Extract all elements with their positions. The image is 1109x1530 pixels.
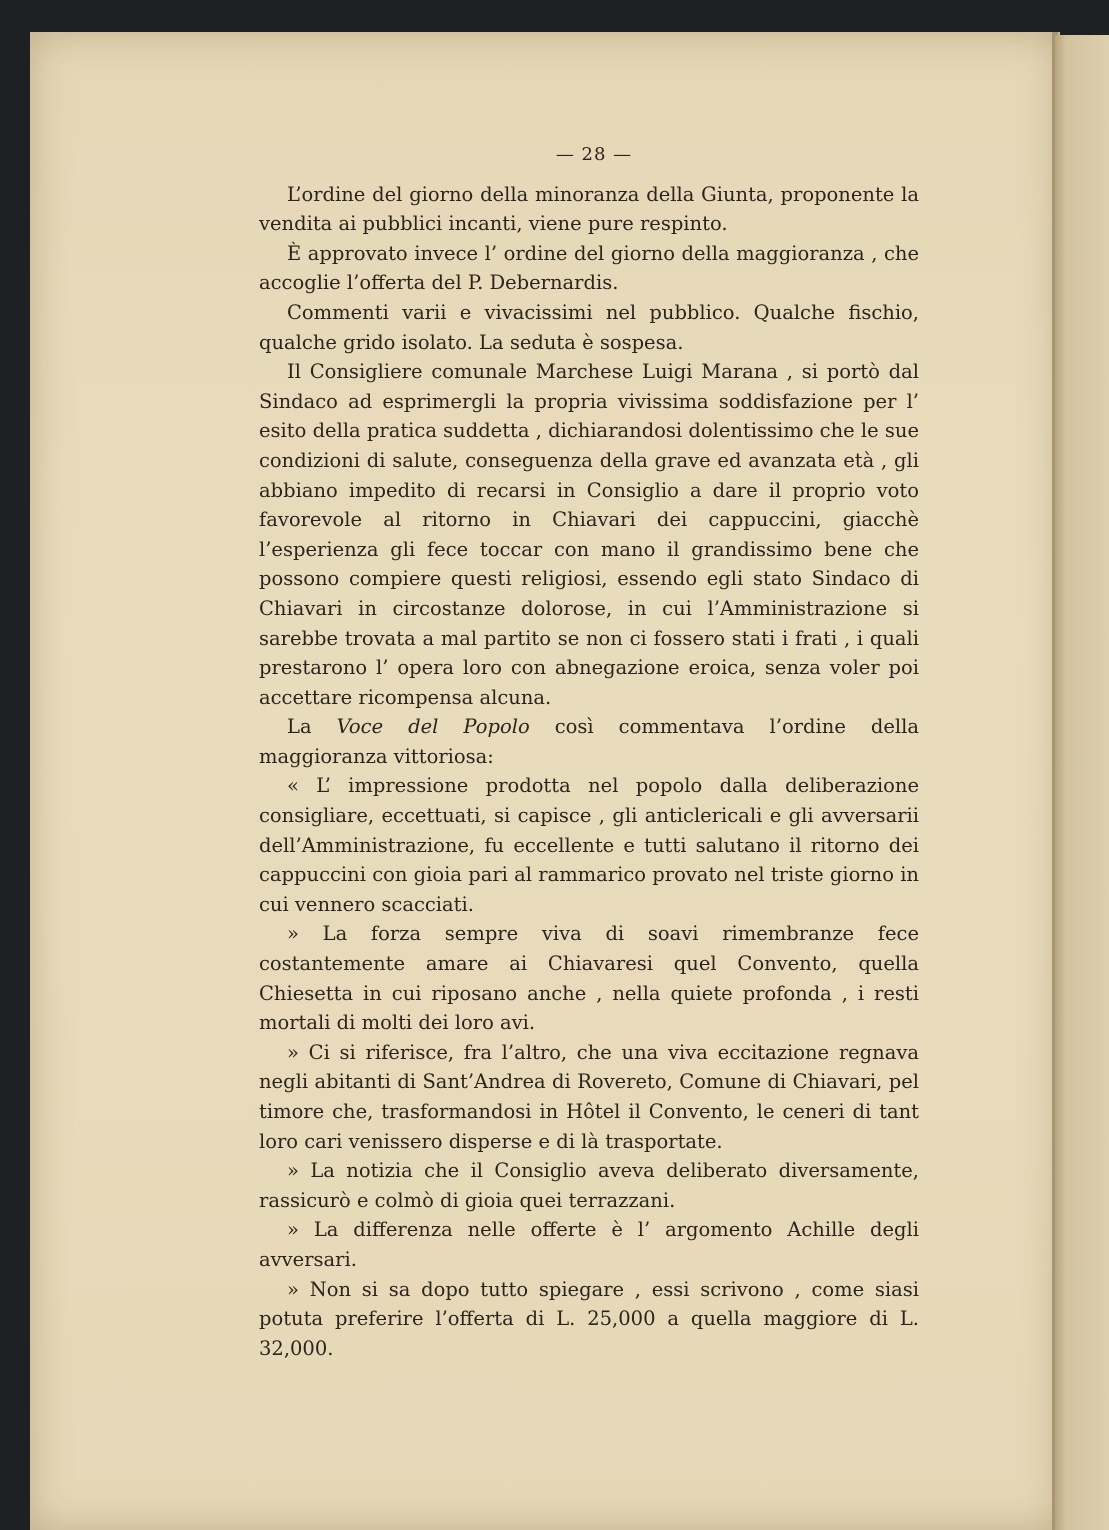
facing-page-edge bbox=[1055, 35, 1109, 1530]
paragraph-1: L’ordine del giorno della minoranza della Giunta, proponente la vendita ai pubblici incanti, viene pure respinto. bbox=[259, 182, 919, 236]
paragraph-5-lead: La bbox=[287, 715, 337, 739]
quote-paragraph-6: » Non si sa dopo tutto spiegare , essi scrivono , come siasi potuta preferire l’offerta di L. 25,000 a quella maggiore di L. 32,000. bbox=[259, 1277, 919, 1360]
paragraph-3: Commenti varii e vivacissimi nel pubblico. Qualche fischio, qualche grido isolato. La seduta è sospesa. bbox=[259, 300, 919, 354]
quote-paragraph-4: » La notizia che il Consiglio aveva deliberato diversamente, rassicurò e colmò di gioia quei terrazzani. bbox=[259, 1159, 919, 1212]
page-number: — 28 — bbox=[555, 144, 633, 165]
quote-paragraph-5: » La differenza nelle offerte è l’ argomento Achille degli avversari. bbox=[259, 1218, 919, 1271]
paragraph-5 bbox=[259, 712, 919, 771]
paragraph-2: È approvato invece l’ ordine del giorno della maggioranza , che accoglie l’offerta del P. Debernardis. bbox=[259, 241, 919, 295]
paragraph-5-rest: così commentava l’ordine della maggioranza vittoriosa: bbox=[259, 715, 920, 768]
quote-paragraph-2: » La forza sempre viva di soavi rimembranze fece costantemente amare ai Chiavaresi quel Convento, quella Chiesetta in cui riposano anche , nella quiete profonda , i resti mortali di molti dei loro avi. bbox=[259, 922, 919, 1035]
paragraph-4: Il Consigliere comunale Marchese Luigi Marana , si portò dal Sindaco ad esprimergli la propria vivissima soddisfazione per l’ esito della pratica suddetta , dichiarandosi dolentissimo che le sue condizioni di salute, conseguenza della grave ed avanzata età , gli abbiano impedito di recarsi in Consiglio a dare il proprio voto favorevole al ritorno in Chiavari dei cappuccini, giacchè l’esperienza gli fece toccar con mano il grandissimo bene che possono compiere questi religiosi, essendo egli stato Sindaco di Chiavari in circostanze dolorose, in cui l’Amministrazione si sarebbe trovata a mal partito se non ci fossero stati i frati , i quali prestarono l’ opera loro con abnegazione eroica, senza voler poi accettare ricompensa alcuna. bbox=[259, 360, 919, 709]
quote-paragraph-3: » Ci si riferisce, fra l’altro, che una viva eccitazione regnava negli abitanti di Sant’Andrea di Rovereto, Comune di Chiavari, pel timore che, trasformandosi in Hôtel il Convento, le ceneri di tant loro cari venissero disperse e di là trasportate. bbox=[259, 1040, 919, 1153]
page-text-block bbox=[259, 140, 919, 1363]
quote-paragraph-1: « L’ impressione prodotta nel popolo dalla deliberazione consigliare, eccettuati, si capisce , gli anticlericali e gli avversarii dell’Amministrazione, fu eccellente e tutti salutano il ritorno dei cappuccini con gioia pari al rammarico provato nel triste giorno in cui vennero scacciati. bbox=[259, 774, 919, 916]
newspaper-title: Voce del Popolo bbox=[336, 715, 530, 739]
